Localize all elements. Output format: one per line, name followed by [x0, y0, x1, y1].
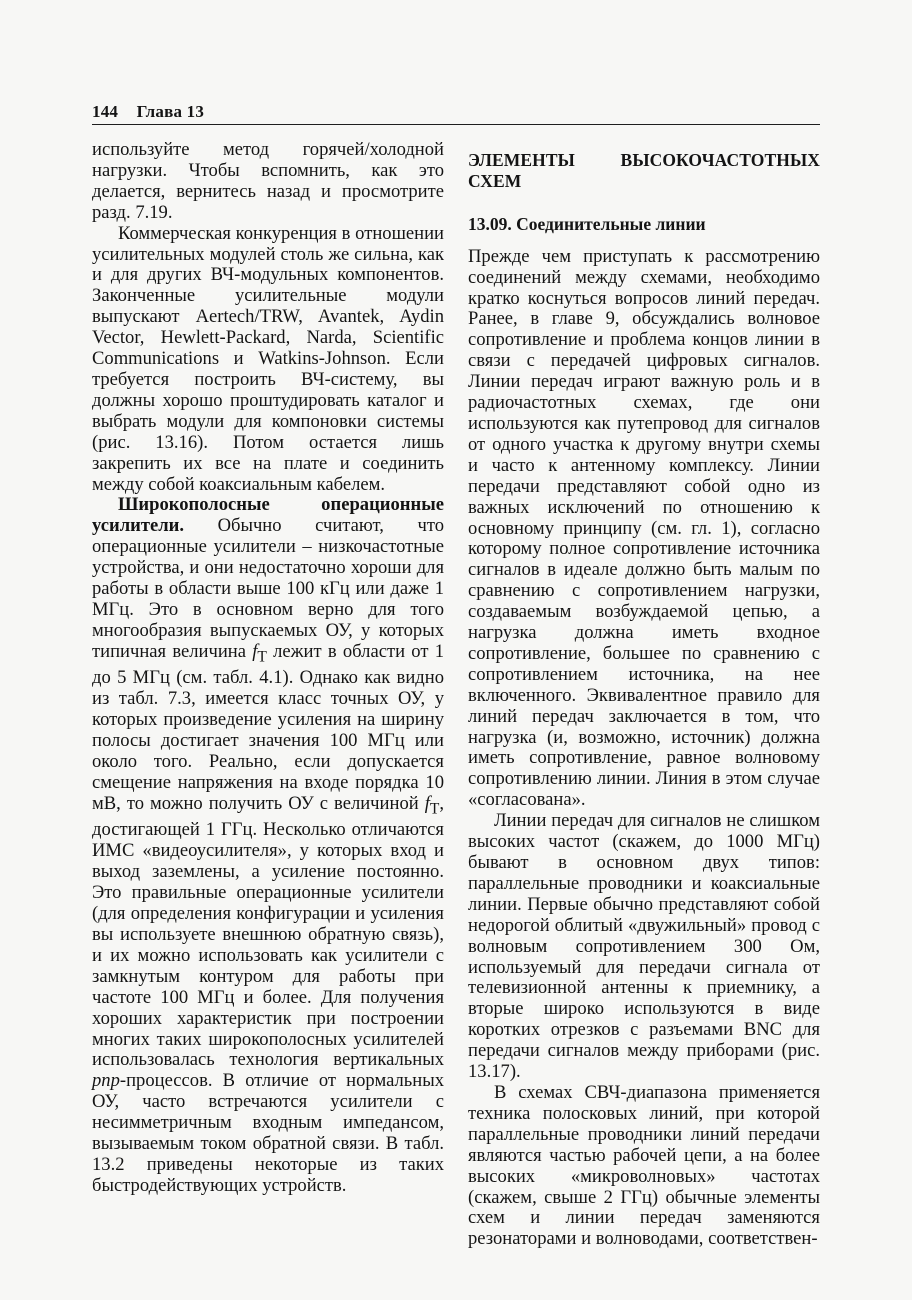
ft-subscript: T — [429, 800, 440, 818]
left-paragraph-1: используйте метод горячей/холодной нагрузки. Чтобы вспомнить, как это делается, вернитесь назад и просмотрите разд. 7.19. — [92, 139, 444, 223]
ft-subscript: T — [257, 648, 267, 666]
ft-symbol: f — [252, 640, 258, 662]
running-head — [92, 102, 204, 122]
right-paragraph-1: Прежде чем приступать к рассмотрению соединений между схемами, необходимо кратко коснуться вопросов линий передач. Ранее, в главе 9, обсуждались волновое сопротивление и проблема концов линии в связи с передачей цифровых сигналов. Линии передач играют важную роль и в радиочастотных схемах, где они используются как путепровод для сигналов от одного участка к другому внутри схемы и часто к антенному комплексу. Линии передачи представляют собой одно из важных исключений по отношению к основному принципу (см. гл. 1), согласно которому полное сопротивление источника сигналов в идеале должно быть малым по сравнению с сопротивлением нагрузки, создаваемым возбуждаемой цепью, а нагрузка должна иметь входное сопротивление, большее по сравнению с сопротивлением источника, на нее включенного. Эквивалентное правило для линий передач заключается в том, что нагрузка (и, возможно, источник) должна иметь сопротивление, равное волновому сопротивлению линии. Линия в этом случае «согласована». — [468, 245, 820, 811]
left-paragraph-3 — [92, 495, 444, 1196]
left-paragraph-2: Коммерческая конкуренция в отношении усилительных модулей столь же сильна, как и для других ВЧ-модульных компонентов. Законченные усилительные модули выпускают Aertech/TRW, Avantek, Aydin Vector, Hewlett-Packard, Narda, Scientific Communications и Watkins-Johnson. Если требуется построить ВЧ-систему, вы должны хорошо проштудировать каталог и выбрать модули для компоновки системы (рис. 13.16). Потом остается лишь закрепить их все на плате и соединить между собой коаксиальным кабелем. — [92, 222, 444, 495]
paragraph-heading-wideband-opamps: Широкополосные операционные усилители. — [92, 494, 444, 537]
right-paragraph-2: Линии передач для сигналов не слишком высоких частот (скажем, до 1000 МГц) бывают в основном двух типов: параллельные проводники и коаксиальные линии. Первые обычно представляют собой недорогой облитый «двужильный» провод с волновым сопротивлением 300 Ом, используемый для передачи сигнала от телевизионной антенны к приемнику, а вторые широко используются в виде коротких отрезков с разъемами BNC для передачи сигналов между приборами (рис. 13.17). — [468, 810, 820, 1083]
chapter-title: Глава 13 — [136, 102, 205, 121]
text-run: лежит в области от 1 до 5 МГц (см. табл. 4.1). Однако как видно из табл. 7.3, имеется класс точных ОУ, у которых произведение усиления на ширину полосы достигает значения 100 МГц или около того. Реально, если допускается смещение напряжения на входе порядка 10 мВ, то можно получить ОУ с величиной — [92, 640, 444, 814]
page-number: 144 — [92, 102, 119, 121]
text-run: Обычно считают, что операционные усилители – низкочастотные устройства, и они недостаточно хороши для работы в области выше 100 кГц или даже 1 МГц. Это в основном верно для того многообразия выпускаемых ОУ, у которых типичная величина — [92, 515, 444, 662]
right-paragraph-3: В схемах СВЧ-диапазона применяется техника полосковых линий, при которой параллельные проводники линий передачи являются частью рабочей цепи, а на более высоких «микроволновых» частотах (скажем, свыше 2 ГГц) обычные элементы схем и линии передач заменяются резонаторами и волноводами, соответствен- — [468, 1081, 820, 1250]
ft-symbol: f — [424, 792, 430, 814]
text-run: -процессов. В отличие от нормальных ОУ, часто встречаются усилители с несимметричным входным импедансом, вызываемым током обратной связи. В табл. 13.2 приведены некоторые из таких быстродействующих устройств. — [92, 1070, 444, 1196]
header-rule — [92, 124, 820, 125]
pnp-term: pnp — [92, 1070, 120, 1092]
right-column — [468, 140, 820, 1250]
section-title: ЭЛЕМЕНТЫ ВЫСОКОЧАСТОТНЫХ СХЕМ — [468, 150, 820, 191]
left-column — [92, 140, 444, 1197]
text-run: , достигающей 1 ГГц. Несколько отличаются ИМС «видеоусилителя», у которых вход и выход заземлены, а усиление постоянно. Это правильные операционные усилители (для определения конфигурации и усиления вы используете внешнюю обратную связь), и их можно использовать как усилители с замкнутым контуром для работы при частоте 100 МГц и более. Для получения хороших характеристик при построении многих таких широкополосных усилителей использовалась технология вертикальных — [92, 792, 444, 1071]
subsection-title: 13.09. Соединительные линии — [468, 213, 706, 234]
